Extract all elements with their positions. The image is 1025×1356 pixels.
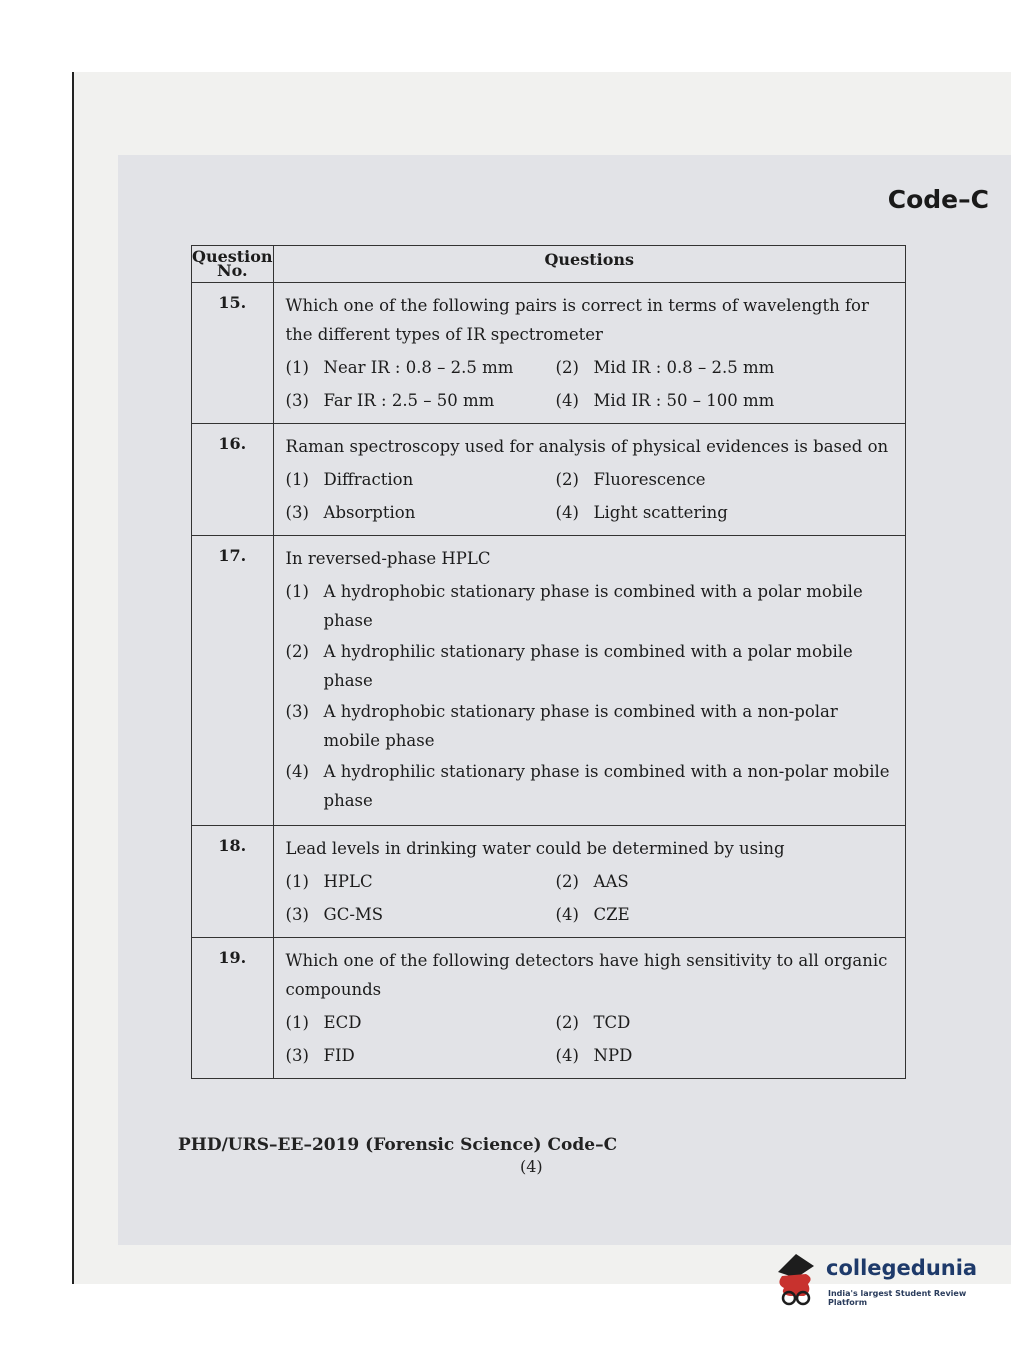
collegedunia-logo[interactable]: [770, 1250, 1000, 1310]
column-question-no: Question No.: [192, 246, 274, 283]
option-text: Mid IR : 0.8 – 2.5 mm: [593, 358, 775, 377]
option-text: TCD: [593, 1013, 631, 1032]
options-grid: [286, 1008, 899, 1070]
option-text: CZE: [593, 905, 630, 924]
option: (1) Diffraction: [286, 465, 556, 494]
option: (3) A hydrophobic stationary phase is combined with a non-polar mobile phase: [286, 697, 899, 755]
question-row: [192, 826, 906, 938]
question-row: [192, 938, 906, 1079]
option-text: A hydrophobic stationary phase is combined with a polar mobile phase: [323, 582, 863, 630]
question-page: [118, 155, 1011, 1245]
question-number: 17.: [192, 536, 274, 826]
question-text: Which one of the following detectors have high sensitivity to all organic compounds: [285, 951, 888, 999]
brand-tagline: India's largest Student Review Platform: [828, 1289, 967, 1307]
option: (1) HPLC: [286, 867, 556, 896]
brand-name: collegedunia: [826, 1256, 978, 1280]
exam-footer: PHD/URS–EE–2019 (Forensic Science) Code–C: [178, 1135, 618, 1155]
option-text: FID: [323, 1046, 355, 1065]
option-text: Light scattering: [593, 503, 728, 522]
option: (2) AAS: [556, 867, 899, 896]
option: (1) ECD: [286, 1008, 556, 1037]
option-text: NPD: [593, 1046, 633, 1065]
question-text: Lead levels in drinking water could be determined by using: [285, 839, 785, 858]
option-text: Mid IR : 50 – 100 mm: [593, 391, 775, 410]
option: (4) CZE: [556, 900, 899, 929]
option: (4) Light scattering: [556, 498, 899, 527]
paper-code: Code–C: [887, 185, 989, 214]
question-row: [192, 424, 906, 536]
option: (2) A hydrophilic stationary phase is combined with a polar mobile phase: [286, 637, 899, 695]
options-grid: [286, 353, 899, 415]
option-text: GC-MS: [323, 905, 384, 924]
question-row: [192, 283, 906, 424]
option-text: Near IR : 0.8 – 2.5 mm: [323, 358, 514, 377]
option-text: HPLC: [323, 872, 373, 891]
option-text: Far IR : 2.5 – 50 mm: [323, 391, 495, 410]
question-row: [192, 536, 906, 826]
option-text: Absorption: [323, 503, 416, 522]
question-number: 19.: [192, 938, 274, 1079]
question-number: 16.: [192, 424, 274, 536]
option: (2) Mid IR : 0.8 – 2.5 mm: [556, 353, 899, 382]
option-text: A hydrophilic stationary phase is combined with a polar mobile phase: [323, 642, 853, 690]
option: (4) NPD: [556, 1041, 899, 1070]
option: (3) FID: [286, 1041, 556, 1070]
question-table: [191, 245, 906, 1079]
option-text: ECD: [323, 1013, 362, 1032]
option-text: A hydrophilic stationary phase is combined with a non-polar mobile phase: [323, 762, 890, 810]
option: (3) Far IR : 2.5 – 50 mm: [286, 386, 556, 415]
options-grid: [286, 867, 899, 929]
option-text: AAS: [593, 872, 629, 891]
option: (3) Absorption: [286, 498, 556, 527]
page-number: (4): [520, 1157, 543, 1176]
question-number: 15.: [192, 283, 274, 424]
question-text: Raman spectroscopy used for analysis of physical evidences is based on: [285, 437, 889, 456]
option-text: Fluorescence: [593, 470, 706, 489]
question-number: 18.: [192, 826, 274, 938]
question-text: Which one of the following pairs is correct in terms of wavelength for the different types of IR spectrometer: [285, 296, 869, 344]
options-grid: [286, 465, 899, 527]
column-questions: Questions: [273, 246, 905, 283]
option: (1) Near IR : 0.8 – 2.5 mm: [286, 353, 556, 382]
mascot-icon: [770, 1250, 822, 1310]
option: (4) Mid IR : 50 – 100 mm: [556, 386, 899, 415]
option-text: A hydrophobic stationary phase is combined with a non-polar mobile phase: [323, 702, 838, 750]
option: (2) TCD: [556, 1008, 899, 1037]
option: (2) Fluorescence: [556, 465, 899, 494]
option: (1) A hydrophobic stationary phase is combined with a polar mobile phase: [286, 577, 899, 635]
question-text: In reversed-phase HPLC: [285, 549, 491, 568]
option: (3) GC-MS: [286, 900, 556, 929]
option-text: Diffraction: [323, 470, 414, 489]
option: (4) A hydrophilic stationary phase is combined with a non-polar mobile phase: [286, 757, 899, 815]
